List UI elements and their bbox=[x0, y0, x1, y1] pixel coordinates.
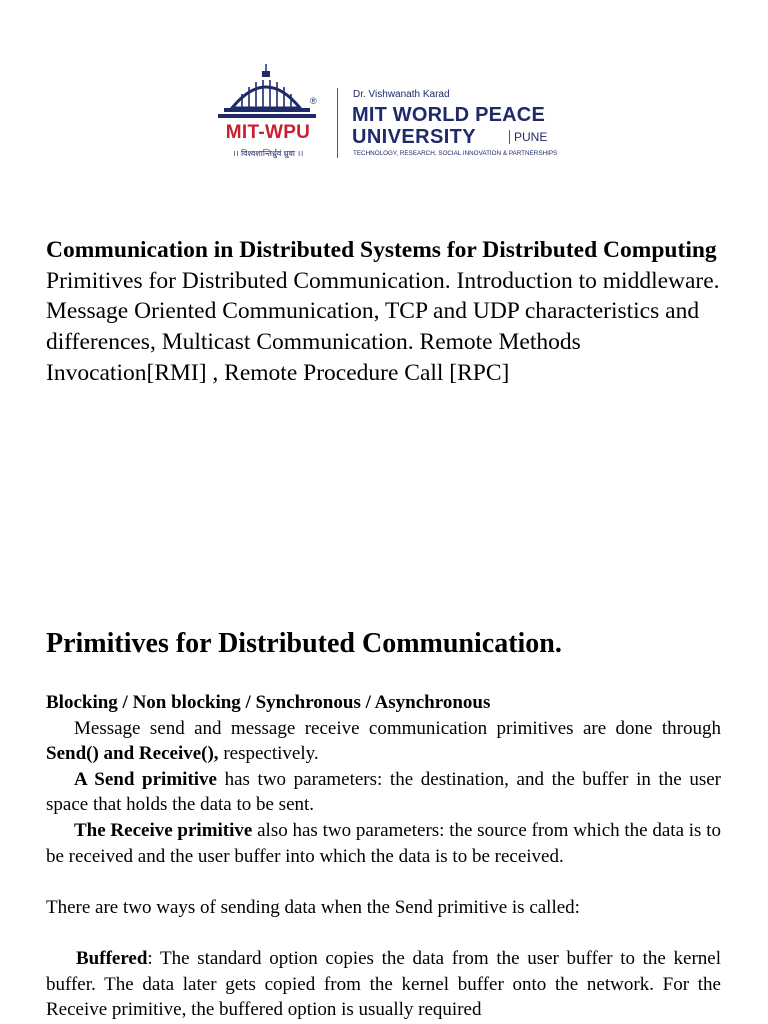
spacer bbox=[46, 920, 721, 946]
logo-city: PUNE bbox=[514, 130, 548, 144]
text-run: respectively. bbox=[218, 743, 319, 765]
spacer bbox=[46, 869, 721, 895]
dome-emblem-icon bbox=[212, 64, 322, 124]
text-run: also has two parameters: the source from which the data is to be received and the user buffer into which the data is to be received. bbox=[46, 819, 721, 867]
logo-name-line1: MIT WORLD PEACE bbox=[352, 104, 545, 126]
paragraph-send-receive bbox=[46, 716, 721, 767]
text-bold: The Receive primitive bbox=[74, 819, 253, 841]
text-run: has two parameters: the destination, and the buffer in the user space that holds the data to be sent. bbox=[46, 768, 721, 816]
paragraph-send-primitive bbox=[46, 767, 721, 818]
text-bold: Buffered bbox=[76, 947, 148, 969]
logo-tagline: TECHNOLOGY, RESEARCH, SOCIAL INNOVATION & PARTNERSHIPS bbox=[353, 150, 558, 157]
section-body bbox=[46, 690, 721, 1023]
intro-bold-title: Communication in Distributed Systems for Distributed Computing bbox=[46, 237, 717, 263]
logo-divider bbox=[337, 88, 338, 158]
university-logo bbox=[212, 64, 582, 164]
logo-motto: ।। विश्वशान्तिर्ध्रुवं ध्रुवा ।। bbox=[232, 149, 304, 158]
text-bold: Send() and Receive(), bbox=[46, 743, 219, 765]
logo-prefix: Dr. Vishwanath Karad bbox=[353, 89, 450, 100]
paragraph-receive-primitive bbox=[46, 818, 721, 869]
section-subheading: Blocking / Non blocking / Synchronous / Asynchronous bbox=[46, 692, 491, 713]
paragraph-buffered bbox=[46, 946, 721, 1023]
paragraph-two-ways: There are two ways of sending data when the Send primitive is called: bbox=[46, 896, 580, 918]
logo-name-line2: UNIVERSITY bbox=[352, 126, 477, 148]
logo-short-name: MIT-WPU bbox=[225, 122, 311, 143]
text-run: : The standard option copies the data from the user buffer to the kernel buffer. The data later gets copied from the kernel buffer onto the network. For the Receive primitive, the buffered option is usually required bbox=[46, 947, 721, 1021]
text-bold: A Send primitive bbox=[74, 768, 217, 790]
registered-mark: ® bbox=[310, 96, 317, 106]
intro-paragraph bbox=[46, 235, 726, 389]
logo-city-divider bbox=[509, 130, 510, 144]
section-heading: Primitives for Distributed Communication. bbox=[46, 628, 562, 659]
text-run: Message send and message receive communication primitives are done through bbox=[74, 717, 721, 739]
intro-topics: Primitives for Distributed Communication. Introduction to middleware. Message Oriented Communication, TCP and UDP characteristics and differences, Multicast Communication. Remote Methods Invocation[RMI] , Remote Procedure Call [RPC] bbox=[46, 267, 720, 386]
